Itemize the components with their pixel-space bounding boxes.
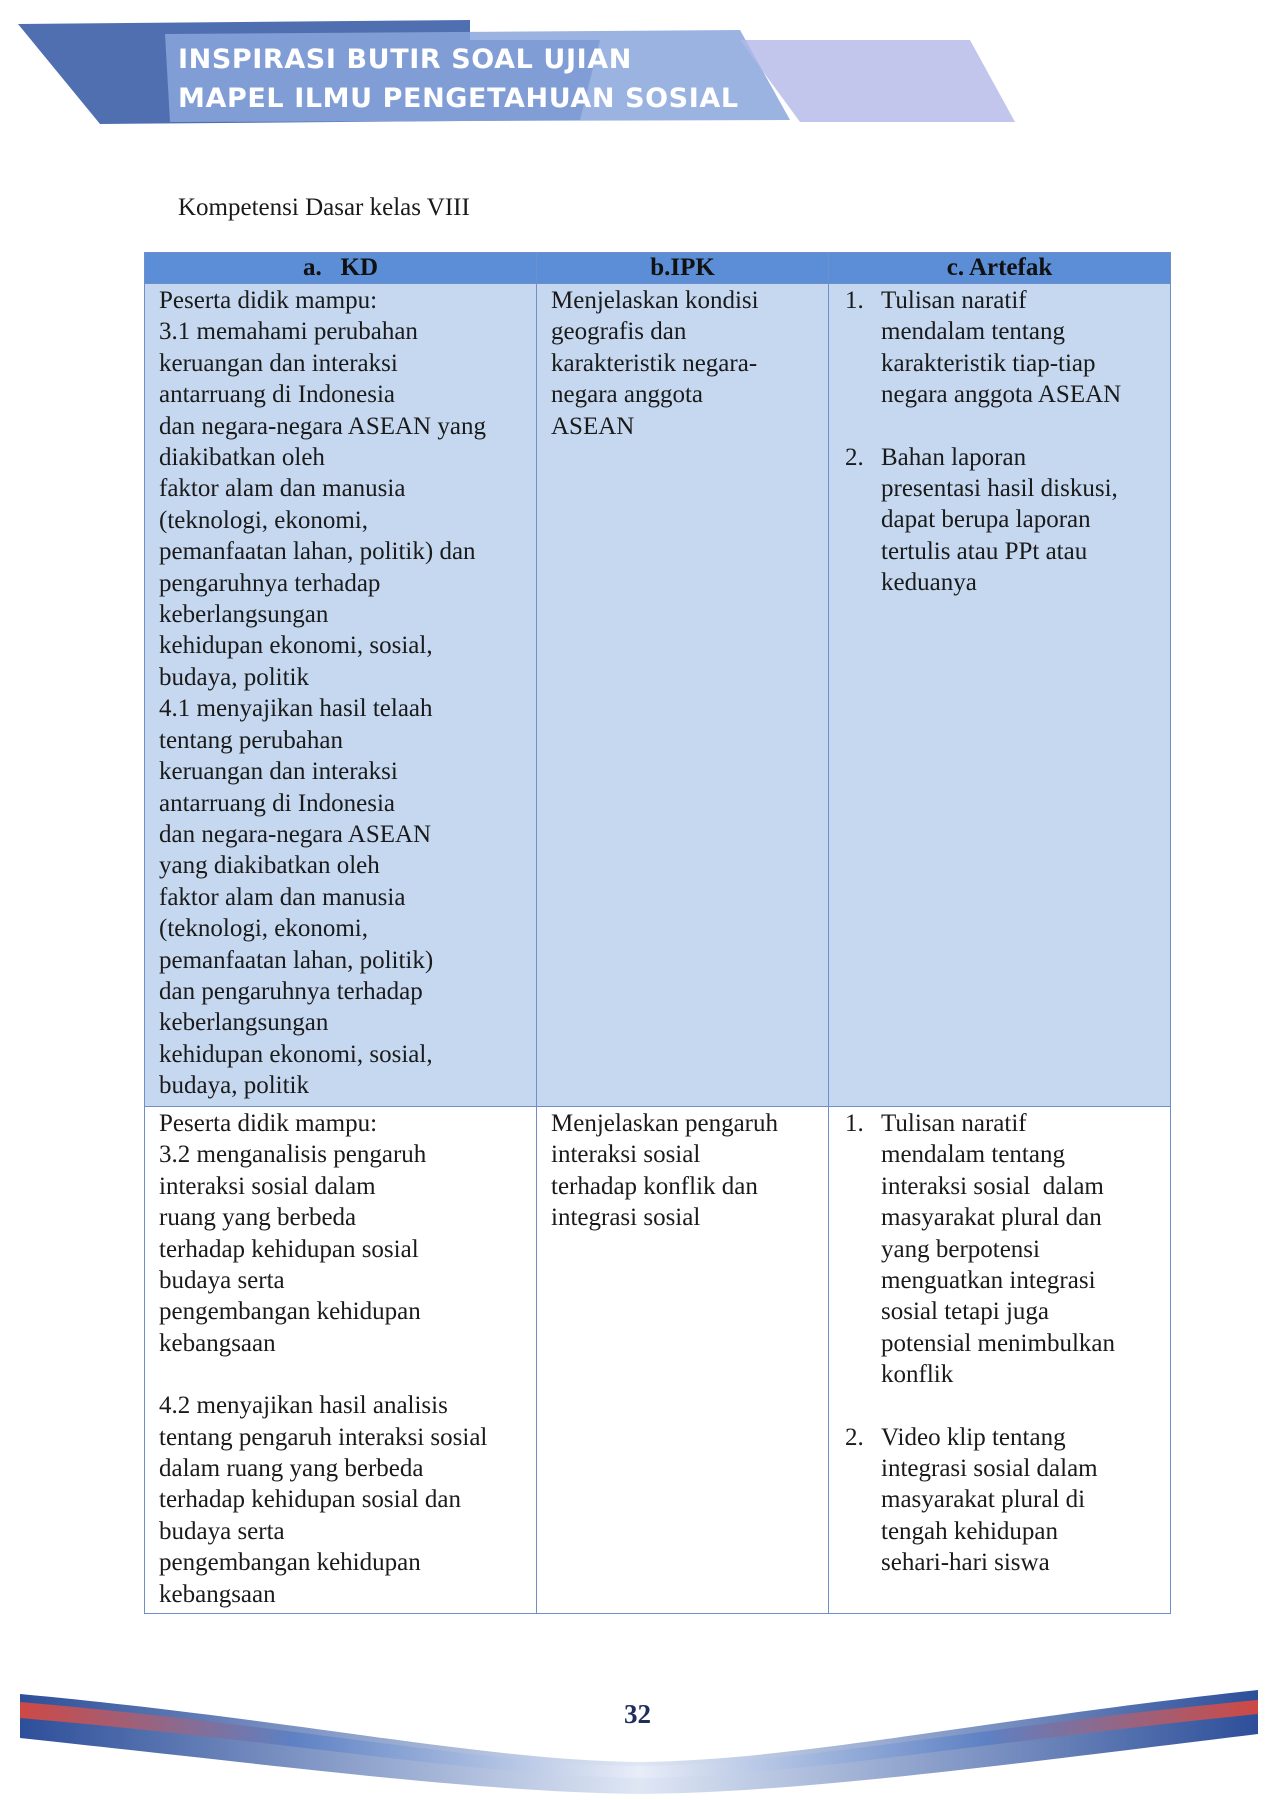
kd-line: budaya serta xyxy=(159,1267,285,1295)
kd-line: diakibatkan oleh xyxy=(159,444,325,472)
artefak-list xyxy=(843,285,1158,599)
artefak-list xyxy=(843,1108,1158,1579)
ipk-line: integrasi sosial xyxy=(551,1204,701,1232)
kd-line: 3.1 memahami perubahan xyxy=(159,318,418,346)
artefak-item xyxy=(843,1422,1158,1579)
kd-line: keruangan dan interaksi xyxy=(159,349,398,377)
artefak-line: tengah kehidupan xyxy=(881,1517,1059,1545)
ipk-line: Menjelaskan kondisi xyxy=(551,287,759,314)
kd-line: pengaruhnya terhadap xyxy=(159,569,381,597)
kd-line: dan negara-negara ASEAN xyxy=(159,820,432,848)
kd-line: Peserta didik mampu: xyxy=(159,1110,378,1137)
artefak-item xyxy=(843,1108,1158,1391)
artefak-cell xyxy=(829,1107,1171,1614)
artefak-cell xyxy=(829,284,1171,1107)
kd-line: terhadap kehidupan sosial dan xyxy=(159,1486,461,1514)
kd-line: budaya, politik xyxy=(159,663,309,691)
artefak-line: Video klip tentang xyxy=(881,1423,1066,1451)
kd-line: pemanfaatan lahan, politik) dan xyxy=(159,538,476,566)
ipk-cell xyxy=(537,284,829,1107)
ipk-line: negara anggota xyxy=(551,381,704,409)
artefak-line: Tulisan naratif xyxy=(881,1110,1027,1137)
header-title xyxy=(178,40,739,118)
kd-line: faktor alam dan manusia xyxy=(159,475,406,503)
header-title-line-1: INSPIRASI BUTIR SOAL UJIAN xyxy=(178,44,632,75)
section-title: Kompetensi Dasar kelas VIII xyxy=(178,194,470,221)
kd-line: pengembangan kehidupan xyxy=(159,1298,421,1326)
artefak-line: tertulis atau PPt atau xyxy=(881,537,1088,565)
column-header-artefak: c. Artefak xyxy=(829,253,1171,284)
artefak-line: integrasi sosial dalam xyxy=(881,1455,1098,1483)
artefak-line: menguatkan integrasi xyxy=(881,1267,1096,1295)
kd-line: antarruang di Indonesia xyxy=(159,381,396,409)
kd-line: 3.2 menganalisis pengaruh xyxy=(159,1141,427,1169)
artefak-line: konflik xyxy=(881,1361,954,1389)
artefak-line: sosial tetapi juga xyxy=(881,1298,1050,1326)
kd-line: interaksi sosial dalam xyxy=(159,1172,376,1200)
artefak-line: Tulisan naratif xyxy=(881,287,1027,314)
kd-line: dalam ruang yang berbeda xyxy=(159,1455,424,1483)
kd-line: 4.1 menyajikan hasil telaah xyxy=(159,695,433,723)
kd-line: tentang pengaruh interaksi sosial xyxy=(159,1423,488,1451)
kd-line: ruang yang berbeda xyxy=(159,1204,357,1232)
kd-line: terhadap kehidupan sosial xyxy=(159,1235,419,1263)
kd-line: 4.2 menyajikan hasil analisis xyxy=(159,1392,448,1420)
list-number: 1. xyxy=(845,287,864,314)
ipk-cell xyxy=(537,1107,829,1614)
kd-line: dan pengaruhnya terhadap xyxy=(159,977,423,1005)
list-number: 1. xyxy=(845,1110,864,1137)
artefak-line: masyarakat plural dan xyxy=(881,1204,1102,1232)
footer-ribbon xyxy=(0,1680,1275,1800)
artefak-item xyxy=(843,285,1158,411)
artefak-line: keduanya xyxy=(881,569,977,597)
page-number: 32 xyxy=(624,1699,651,1729)
artefak-line: karakteristik tiap-tiap xyxy=(881,349,1096,377)
kd-cell xyxy=(145,284,537,1107)
ipk-line: ASEAN xyxy=(551,412,635,440)
artefak-line: yang berpotensi xyxy=(881,1235,1040,1263)
list-number: 2. xyxy=(845,443,864,471)
artefak-line: Bahan laporan xyxy=(881,443,1027,471)
artefak-line: mendalam tentang xyxy=(881,1141,1065,1169)
table-row xyxy=(145,284,1171,1107)
artefak-line: dapat berupa laporan xyxy=(881,506,1091,534)
header-title-line-2: MAPEL ILMU PENGETAHUAN SOSIAL xyxy=(178,83,739,114)
kd-line: pengembangan kehidupan xyxy=(159,1549,421,1577)
artefak-line: presentasi hasil diskusi, xyxy=(881,475,1118,503)
ipk-line: interaksi sosial xyxy=(551,1141,701,1169)
kd-line: (teknologi, ekonomi, xyxy=(159,506,368,534)
artefak-line: negara anggota ASEAN xyxy=(881,381,1122,409)
kd-line: keberlangsungan xyxy=(159,1009,329,1037)
kd-line: keruangan dan interaksi xyxy=(159,758,398,786)
table-row xyxy=(145,1107,1171,1614)
kd-line: kebangsaan xyxy=(159,1329,276,1357)
artefak-line: mendalam tentang xyxy=(881,318,1065,346)
artefak-line: masyarakat plural di xyxy=(881,1486,1086,1514)
kd-line: dan negara-negara ASEAN yang xyxy=(159,412,486,440)
kd-line: kehidupan ekonomi, sosial, xyxy=(159,632,433,660)
kd-line: yang diakibatkan oleh xyxy=(159,852,380,880)
artefak-line: interaksi sosial dalam xyxy=(881,1172,1104,1200)
kd-cell xyxy=(145,1107,537,1614)
competency-table xyxy=(144,252,1171,1614)
ipk-line: geografis dan xyxy=(551,318,687,346)
kd-line: keberlangsungan xyxy=(159,601,329,629)
kd-line: faktor alam dan manusia xyxy=(159,883,406,911)
kd-line: (teknologi, ekonomi, xyxy=(159,915,368,943)
artefak-line: potensial menimbulkan xyxy=(881,1329,1115,1357)
kd-line: budaya serta xyxy=(159,1517,285,1545)
ipk-line: terhadap konflik dan xyxy=(551,1172,758,1200)
kd-line: Peserta didik mampu: xyxy=(159,287,378,314)
kd-line: kehidupan ekonomi, sosial, xyxy=(159,1040,433,1068)
kd-line: antarruang di Indonesia xyxy=(159,789,396,817)
list-number: 2. xyxy=(845,1423,864,1451)
artefak-line: sehari-hari siswa xyxy=(881,1549,1050,1577)
table-header-row xyxy=(145,253,1171,284)
kd-line: budaya, politik xyxy=(159,1072,309,1100)
kd-line: pemanfaatan lahan, politik) xyxy=(159,946,434,974)
artefak-item xyxy=(843,442,1158,599)
kd-line: kebangsaan xyxy=(159,1580,276,1608)
ipk-line: Menjelaskan pengaruh xyxy=(551,1110,779,1137)
kd-line: tentang perubahan xyxy=(159,726,343,754)
column-header-ipk: b.IPK xyxy=(537,253,829,284)
column-header-kd: a. KD xyxy=(145,253,537,284)
ipk-line: karakteristik negara- xyxy=(551,349,758,377)
